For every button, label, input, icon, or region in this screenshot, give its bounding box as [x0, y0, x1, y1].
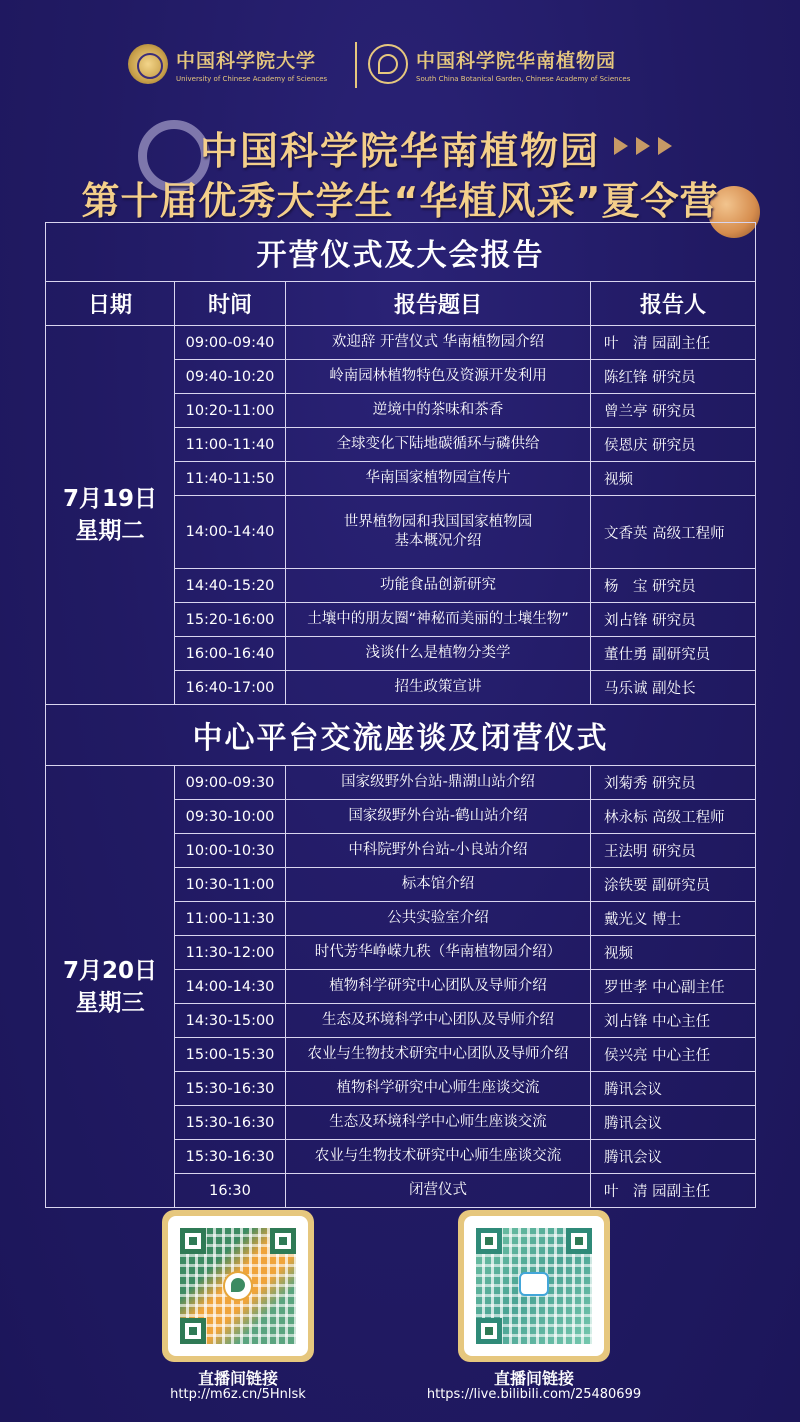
speaker-cell: 腾讯会议 — [591, 1072, 756, 1106]
topic-text-line2: 基本概况介绍 — [394, 533, 482, 549]
topic-text: 国家级野外台站-鹤山站介绍 — [348, 808, 528, 824]
weekday-label: 星期二 — [75, 518, 145, 544]
time-cell: 14:40-15:20 — [175, 569, 286, 603]
topic-text: 浅谈什么是植物分类学 — [365, 645, 511, 661]
time-cell: 09:30-10:00 — [175, 800, 286, 834]
speaker-cell: 陈红锋 研究员 — [591, 360, 756, 394]
topic-text: 植物科学研究中心师生座谈交流 — [336, 1080, 540, 1096]
speaker-cell: 杨 宝 研究员 — [591, 569, 756, 603]
time-cell: 10:20-11:00 — [175, 394, 286, 428]
time-cell: 09:00-09:30 — [175, 766, 286, 800]
speaker-cell: 侯恩庆 研究员 — [591, 428, 756, 462]
qr-finder — [476, 1228, 502, 1254]
bilibili-icon — [519, 1272, 549, 1296]
ucas-name-en: University of Chinese Academy of Sciences — [176, 74, 328, 83]
qr-url[interactable]: http://m6z.cn/5Hnlsk — [170, 1387, 306, 1402]
topic-text: 生态及环境科学中心团队及导师介绍 — [322, 1012, 554, 1028]
topic-text: 招生政策宣讲 — [394, 679, 482, 695]
topic-cell — [286, 1106, 591, 1140]
page-title: 中国科学院华南植物园 — [199, 129, 600, 173]
topic-text: 中科院野外台站-小良站介绍 — [348, 842, 528, 858]
time-cell: 09:40-10:20 — [175, 360, 286, 394]
qr-url[interactable]: https://live.bilibili.com/25480699 — [426, 1387, 642, 1402]
topic-cell — [286, 428, 591, 462]
logo-bar — [0, 38, 800, 100]
scbg-logo — [368, 44, 630, 84]
topic-text: 时代芳华峥嵘九秩（华南植物园介绍） — [314, 944, 562, 960]
section-heading: 开营仪式及大会报告 — [46, 223, 756, 282]
scbg-logo-icon — [368, 44, 408, 84]
speaker-cell: 刘占锋 中心主任 — [591, 1004, 756, 1038]
time-cell: 14:00-14:30 — [175, 970, 286, 1004]
table-row — [46, 326, 756, 360]
section-heading: 中心平台交流座谈及闭营仪式 — [46, 705, 756, 766]
qr-finder — [180, 1228, 206, 1254]
topic-cell — [286, 868, 591, 902]
topic-cell — [286, 462, 591, 496]
speaker-cell: 曾兰亭 研究员 — [591, 394, 756, 428]
ucas-name-cn: 中国科学院大学 — [176, 49, 317, 72]
topic-text: 闭营仪式 — [409, 1182, 467, 1198]
topic-text: 农业与生物技术研究中心团队及导师介绍 — [307, 1046, 569, 1062]
topic-text: 土壤中的朋友圈“神秘而美丽的土壤生物” — [307, 611, 569, 627]
topic-text: 农业与生物技术研究中心师生座谈交流 — [314, 1148, 562, 1164]
topic-text: 华南国家植物园宣传片 — [365, 470, 511, 486]
date-label: 7月19日 — [62, 486, 157, 512]
topic-cell — [286, 671, 591, 705]
time-cell: 16:30 — [175, 1174, 286, 1208]
time-cell: 11:40-11:50 — [175, 462, 286, 496]
topic-cell — [286, 1072, 591, 1106]
topic-text: 岭南园林植物特色及资源开发利用 — [329, 368, 547, 384]
speaker-cell: 马乐诚 副处长 — [591, 671, 756, 705]
topic-cell — [286, 326, 591, 360]
time-cell: 15:00-15:30 — [175, 1038, 286, 1072]
topic-cell — [286, 970, 591, 1004]
page-subtitle: 第十届优秀大学生“华植风采”夏令营 — [81, 179, 719, 223]
time-cell: 16:00-16:40 — [175, 637, 286, 671]
qr-finder — [180, 1318, 206, 1344]
topic-text: 植物科学研究中心团队及导师介绍 — [329, 978, 547, 994]
column-header-time: 时间 — [175, 282, 286, 326]
qr-label: 直播间链接 — [197, 1369, 278, 1388]
time-cell: 09:00-09:40 — [175, 326, 286, 360]
time-cell: 16:40-17:00 — [175, 671, 286, 705]
date-cell — [46, 766, 175, 1208]
time-cell: 11:00-11:40 — [175, 428, 286, 462]
topic-cell — [286, 1140, 591, 1174]
speaker-cell: 侯兴亮 中心主任 — [591, 1038, 756, 1072]
scbg-name-cn: 中国科学院华南植物园 — [416, 49, 617, 72]
topic-cell — [286, 766, 591, 800]
topic-cell — [286, 569, 591, 603]
ucas-seal-icon — [128, 44, 168, 84]
time-cell: 11:30-12:00 — [175, 936, 286, 970]
topic-cell — [286, 394, 591, 428]
ucas-logo — [128, 44, 327, 84]
speaker-cell: 视频 — [591, 936, 756, 970]
topic-cell — [286, 360, 591, 394]
topic-text: 欢迎辞 开营仪式 华南植物园介绍 — [331, 334, 545, 350]
qr-finder — [476, 1318, 502, 1344]
qr-finder — [270, 1228, 296, 1254]
qr-code-frame[interactable] — [162, 1210, 314, 1362]
qr-label: 直播间链接 — [493, 1369, 574, 1388]
scbg-name-en: South China Botanical Garden, Chinese Academy of Sciences — [416, 74, 631, 83]
qr-finder — [566, 1228, 592, 1254]
topic-text: 公共实验室介绍 — [387, 910, 489, 926]
time-cell: 14:30-15:00 — [175, 1004, 286, 1038]
topic-text: 标本馆介绍 — [401, 876, 475, 892]
topic-cell — [286, 800, 591, 834]
speaker-cell: 林永标 高级工程师 — [591, 800, 756, 834]
speaker-cell: 叶 清 园副主任 — [591, 1174, 756, 1208]
time-cell: 10:30-11:00 — [175, 868, 286, 902]
topic-cell — [286, 1004, 591, 1038]
speaker-cell: 文香英 高级工程师 — [591, 496, 756, 569]
speaker-cell: 戴光义 博士 — [591, 902, 756, 936]
speaker-cell: 王法明 研究员 — [591, 834, 756, 868]
time-cell: 15:30-16:30 — [175, 1140, 286, 1174]
topic-cell — [286, 603, 591, 637]
speaker-cell: 刘菊秀 研究员 — [591, 766, 756, 800]
time-cell: 10:00-10:30 — [175, 834, 286, 868]
schedule-table — [45, 222, 756, 1208]
topic-text: 国家级野外台站-鼎湖山站介绍 — [341, 774, 535, 790]
speaker-cell: 董仕勇 副研究员 — [591, 637, 756, 671]
time-cell: 15:30-16:30 — [175, 1106, 286, 1140]
column-header-topic: 报告题目 — [286, 282, 591, 326]
speaker-cell: 腾讯会议 — [591, 1140, 756, 1174]
topic-text: 世界植物园和我国国家植物园 — [343, 514, 533, 530]
topic-cell — [286, 637, 591, 671]
topic-cell — [286, 496, 591, 569]
date-label: 7月20日 — [62, 957, 157, 984]
logo-divider — [355, 42, 357, 88]
date-cell — [46, 326, 175, 705]
speaker-cell: 罗世孝 中心副主任 — [591, 970, 756, 1004]
topic-cell — [286, 902, 591, 936]
speaker-cell: 刘占锋 研究员 — [591, 603, 756, 637]
column-header-speaker: 报告人 — [591, 282, 756, 326]
table-row — [46, 766, 756, 800]
topic-text: 全球变化下陆地碳循环与磷供给 — [336, 436, 540, 452]
topic-text: 逆境中的茶味和茶香 — [372, 402, 504, 418]
time-cell: 14:00-14:40 — [175, 496, 286, 569]
topic-text: 生态及环境科学中心师生座谈交流 — [329, 1114, 547, 1130]
qr-code-frame[interactable] — [458, 1210, 610, 1362]
topic-cell — [286, 1038, 591, 1072]
speaker-cell: 视频 — [591, 462, 756, 496]
speaker-cell: 涂铁要 副研究员 — [591, 868, 756, 902]
time-cell: 15:30-16:30 — [175, 1072, 286, 1106]
time-cell: 11:00-11:30 — [175, 902, 286, 936]
scbg-logo-icon — [223, 1271, 253, 1301]
time-cell: 15:20-16:00 — [175, 603, 286, 637]
topic-cell — [286, 834, 591, 868]
speaker-cell: 腾讯会议 — [591, 1106, 756, 1140]
column-header-date: 日期 — [46, 282, 175, 326]
speaker-cell: 叶 清 园副主任 — [591, 326, 756, 360]
topic-cell — [286, 1174, 591, 1208]
topic-cell — [286, 936, 591, 970]
topic-text: 功能食品创新研究 — [380, 577, 496, 593]
weekday-label: 星期三 — [75, 989, 145, 1016]
